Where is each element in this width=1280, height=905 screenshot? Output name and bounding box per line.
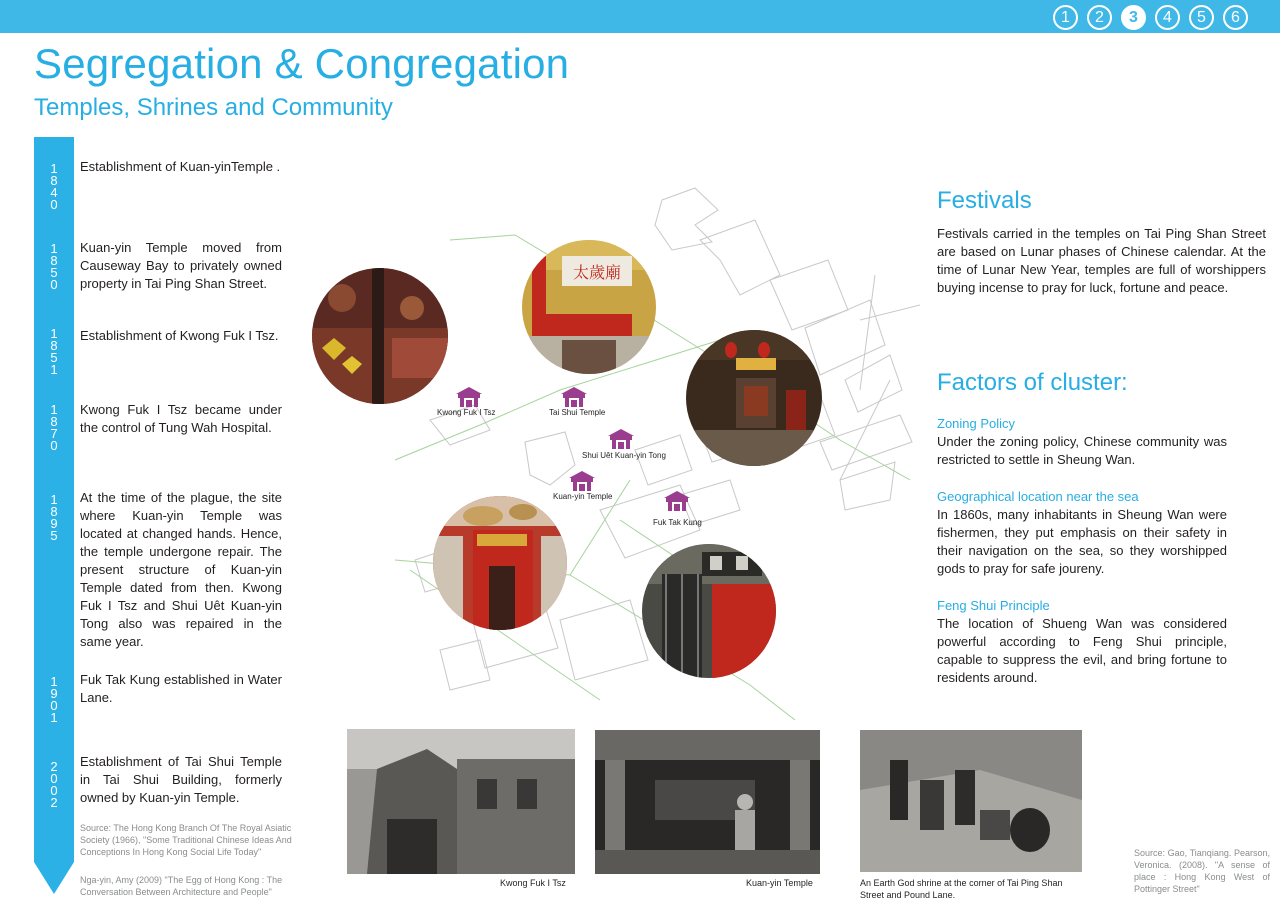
- timeline-text-1895: At the time of the plague, the site where Kuan-yin Temple was located at changed hands. Hence, the temple undergone repair. The present structure of Kuan-yin Temple dated from then. Kwong Fuk I Tsz and Shui Uêt Kuan-yin Tong also was repaired in the same year.: [80, 490, 282, 649]
- photo-earth-god-shrine: [860, 730, 1082, 872]
- factor-zoning-text: Under the zoning policy, Chinese community was restricted to settle in Sheung Wan.: [937, 434, 1227, 467]
- festivals-heading: Festivals: [937, 187, 1032, 214]
- page-nav: [1053, 5, 1248, 30]
- page-subtitle: Temples, Shrines and Community: [34, 94, 393, 121]
- photo-interior-lanterns: [312, 268, 448, 404]
- page-1-button[interactable]: 1: [1053, 5, 1078, 30]
- page-2-button[interactable]: 2: [1087, 5, 1112, 30]
- marker-label-kuan-yin-temple: Kuan-yin Temple: [553, 492, 613, 501]
- timeline-year-1895: 1 8 9 5: [50, 492, 58, 543]
- photo-kuan-yin-temple-bw: [595, 730, 820, 874]
- factor-geography-title: Geographical location near the sea: [937, 489, 1139, 504]
- timeline-text-1901: Fuk Tak Kung established in Water Lane.: [80, 672, 282, 705]
- temple-map: [300, 180, 920, 720]
- timeline-arrow: [34, 862, 74, 894]
- factor-geography-text: In 1860s, many inhabitants in Sheung Wan were fishermen, they put emphasis on their safety in their navigation on the sea, so they worshipped gods to pray for safe joureny.: [937, 507, 1227, 576]
- top-bar: [0, 0, 1280, 33]
- caption-earth-god-shrine: An Earth God shrine at the corner of Tai Ping Shan Street and Pound Lane.: [860, 878, 1063, 900]
- source-note-1: Source: The Hong Kong Branch Of The Royal Asiatic Society (1966), "Some Traditional Chinese Ideas And Conceptions In Hong Kong Social Life Today": [80, 823, 292, 857]
- source-note-right: Source: Gao, Tianqiang. Pearson, Veronica. (2008). "A sense of place : Hong Kong West of Pottinger Street": [1134, 848, 1270, 894]
- marker-label-shui-uet-kuan-yin-tong: Shui Uêt Kuan-yin Tong: [582, 451, 666, 460]
- marker-label-kwong-fuk-i-tsz: Kwong Fuk I Tsz: [437, 408, 496, 417]
- temple-marker-icon[interactable]: [568, 470, 596, 492]
- photo-tai-shui-temple: [522, 240, 656, 374]
- timeline-year-1901: 1 9 0 1: [50, 674, 58, 725]
- timeline-text-1850: Kuan-yin Temple moved from Causeway Bay to privately owned property in Tai Ping Shan Street.: [80, 240, 282, 291]
- photo-kuan-yin-entrance: [433, 496, 567, 630]
- timeline-year-1851: 1 8 5 1: [50, 326, 58, 377]
- timeline-year-1870: 1 8 7 0: [50, 402, 58, 453]
- photo-kuan-yin-interior: [686, 330, 822, 466]
- timeline-year-2002: 2 0 0 2: [50, 759, 58, 810]
- factor-fengshui-text: The location of Shueng Wan was considered powerful according to Feng Shui principle, capable to suppress the evil, and bring fortune to residents around.: [937, 616, 1227, 685]
- timeline-text-1840: Establishment of Kuan-yinTemple .: [80, 159, 281, 174]
- caption-kwong-fuk-i-tsz: Kwong Fuk I Tsz: [500, 878, 566, 888]
- temple-marker-icon[interactable]: [663, 490, 691, 512]
- factor-fengshui-title: Feng Shui Principle: [937, 598, 1050, 613]
- timeline-year-1840: 1 8 4 0: [50, 161, 58, 212]
- photo-kwong-fuk-i-tsz: [347, 729, 575, 874]
- marker-label-tai-shui-temple: Tai Shui Temple: [549, 408, 606, 417]
- factors-heading: Factors of cluster:: [937, 369, 1128, 396]
- page-6-button[interactable]: 6: [1223, 5, 1248, 30]
- temple-marker-icon[interactable]: [607, 428, 635, 450]
- temple-marker-icon[interactable]: [560, 386, 588, 408]
- timeline-year-1850: 1 8 5 0: [50, 241, 58, 292]
- photo-fuk-tak-kung: [642, 544, 776, 678]
- timeline-text-2002: Establishment of Tai Shui Temple in Tai Shui Building, formerly owned by Kuan-yin Temple.: [80, 754, 282, 805]
- marker-label-fuk-tak-kung: Fuk Tak Kung: [653, 518, 702, 527]
- page-title: Segregation & Congregation: [34, 40, 570, 87]
- caption-kuan-yin-temple: Kuan-yin Temple: [746, 878, 813, 888]
- temple-sign-text: 太歲廟: [572, 263, 622, 282]
- temple-marker-icon[interactable]: [455, 386, 483, 408]
- page-4-button[interactable]: 4: [1155, 5, 1180, 30]
- timeline-text-1870: Kwong Fuk I Tsz became under the control of Tung Wah Hospital.: [80, 402, 282, 435]
- source-note-2: Nga-yin, Amy (2009) "The Egg of Hong Kong : The Conversation Between Architecture and People": [80, 875, 283, 897]
- timeline-text-1851: Establishment of Kwong Fuk I Tsz.: [80, 328, 279, 343]
- festivals-text: Festivals carried in the temples on Tai Ping Shan Street are based on Lunar phases of Chinese calendar. At the time of Lunar New Year, temples are full of worshippers buying incense to pray for luck, fortune and peace.: [937, 226, 1266, 295]
- factor-zoning-title: Zoning Policy: [937, 416, 1016, 431]
- page-3-button[interactable]: 3: [1121, 5, 1146, 30]
- page-5-button[interactable]: 5: [1189, 5, 1214, 30]
